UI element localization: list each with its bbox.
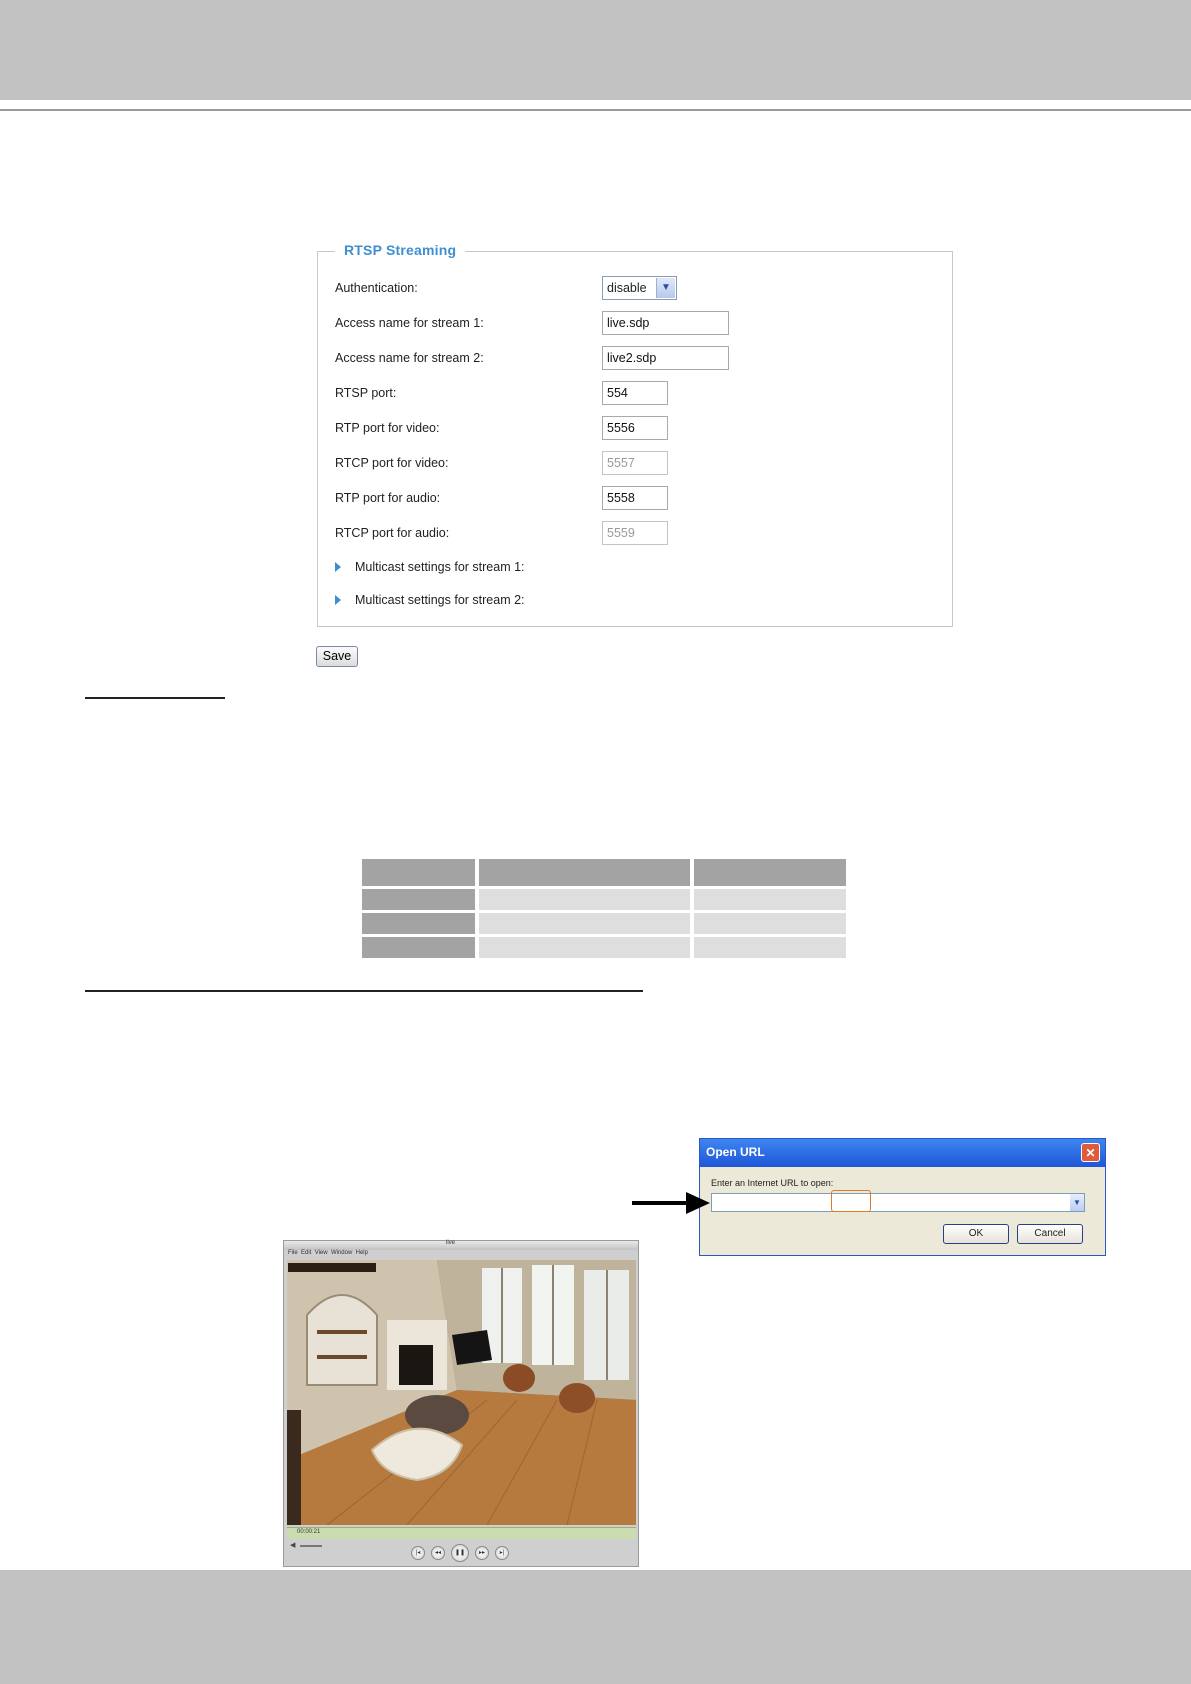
chevron-down-icon[interactable]: ▼ bbox=[1070, 1194, 1084, 1211]
rtp-audio-port-input[interactable]: 5558 bbox=[602, 486, 668, 510]
url-input[interactable] bbox=[711, 1193, 1085, 1212]
player-status-bar bbox=[287, 1527, 636, 1539]
player-title: live bbox=[446, 1240, 456, 1246]
timecode: 00:00:21 bbox=[297, 1529, 321, 1535]
stream1-access-name-label: Access name for stream 1: bbox=[335, 316, 484, 330]
table-header-cell bbox=[362, 859, 475, 886]
table-row-label-cell bbox=[362, 913, 475, 934]
page-header-band bbox=[0, 0, 1191, 100]
url-prompt-label: Enter an Internet URL to open: bbox=[711, 1178, 834, 1188]
authentication-select[interactable] bbox=[602, 276, 677, 300]
menu-file[interactable]: File bbox=[288, 1250, 298, 1256]
table-cell bbox=[479, 913, 690, 934]
authentication-value: disable bbox=[607, 281, 647, 295]
ok-button[interactable]: OK bbox=[943, 1224, 1009, 1244]
grey-table bbox=[362, 859, 846, 959]
chevron-down-icon[interactable]: ▼ bbox=[656, 278, 675, 298]
video-overlay-bar bbox=[288, 1263, 376, 1272]
stream1-access-name-input[interactable]: live.sdp bbox=[602, 311, 729, 335]
table-cell bbox=[479, 937, 690, 958]
player-titlebar bbox=[284, 1241, 638, 1250]
dialog-title: Open URL bbox=[706, 1145, 765, 1159]
table-cell bbox=[694, 937, 846, 958]
volume-icon[interactable]: ◀ bbox=[290, 1542, 296, 1549]
pause-icon[interactable]: ❚❚ bbox=[451, 1544, 469, 1562]
expand-triangle-icon[interactable] bbox=[335, 562, 341, 572]
pointer-arrow-icon bbox=[632, 1201, 690, 1205]
menu-edit[interactable]: Edit bbox=[301, 1250, 312, 1256]
skip-forward-icon[interactable]: ▸| bbox=[495, 1546, 509, 1560]
dialog-titlebar bbox=[700, 1139, 1105, 1167]
table-cell bbox=[479, 889, 690, 910]
living-room-video-image bbox=[287, 1260, 636, 1525]
rtcp-video-port-label: RTCP port for video: bbox=[335, 456, 449, 470]
menu-window[interactable]: Window bbox=[330, 1250, 353, 1256]
multicast-stream1-link[interactable]: Multicast settings for stream 1: bbox=[355, 560, 525, 574]
table-row-label-cell bbox=[362, 889, 475, 910]
open-url-dialog bbox=[699, 1138, 1106, 1256]
section-heading-underline bbox=[85, 990, 643, 992]
cancel-button[interactable]: Cancel bbox=[1017, 1224, 1083, 1244]
table-cell bbox=[694, 889, 846, 910]
table-row-label-cell bbox=[362, 937, 475, 958]
stream2-access-name-label: Access name for stream 2: bbox=[335, 351, 484, 365]
menu-help[interactable]: Help bbox=[355, 1250, 368, 1256]
rtp-video-port-label: RTP port for video: bbox=[335, 421, 440, 435]
authentication-label: Authentication: bbox=[335, 281, 418, 295]
rtcp-audio-port-label: RTCP port for audio: bbox=[335, 526, 450, 540]
multicast-stream2-link[interactable]: Multicast settings for stream 2: bbox=[355, 593, 525, 607]
section-heading-underline bbox=[85, 697, 225, 699]
player-menubar bbox=[288, 1250, 634, 1258]
rtsp-port-input[interactable]: 554 bbox=[602, 381, 668, 405]
arrow-head-icon bbox=[686, 1192, 710, 1214]
page-footer-band bbox=[0, 1570, 1191, 1684]
save-button[interactable]: Save bbox=[316, 646, 358, 667]
rtsp-port-label: RTSP port: bbox=[335, 386, 397, 400]
video-frame bbox=[287, 1260, 636, 1525]
rtp-audio-port-label: RTP port for audio: bbox=[335, 491, 441, 505]
menu-view[interactable]: View bbox=[314, 1250, 328, 1256]
volume-slider[interactable] bbox=[300, 1545, 322, 1547]
stream2-access-name-input[interactable]: live2.sdp bbox=[602, 346, 729, 370]
rtcp-video-port-input: 5557 bbox=[602, 451, 668, 475]
rtp-video-port-input[interactable]: 5556 bbox=[602, 416, 668, 440]
fast-forward-icon[interactable]: ▸▸ bbox=[475, 1546, 489, 1560]
media-player-window bbox=[283, 1240, 639, 1567]
expand-triangle-icon[interactable] bbox=[335, 595, 341, 605]
rewind-icon[interactable]: ◂◂ bbox=[431, 1546, 445, 1560]
table-cell bbox=[694, 913, 846, 934]
skip-back-icon[interactable]: |◂ bbox=[411, 1546, 425, 1560]
rtcp-audio-port-input: 5559 bbox=[602, 521, 668, 545]
url-highlight-box bbox=[831, 1190, 871, 1212]
table-header-cell bbox=[479, 859, 690, 886]
close-icon[interactable]: ✕ bbox=[1081, 1143, 1100, 1162]
header-rule bbox=[0, 109, 1191, 111]
table-header-cell bbox=[694, 859, 846, 886]
rtsp-streaming-legend: RTSP Streaming bbox=[335, 242, 465, 258]
